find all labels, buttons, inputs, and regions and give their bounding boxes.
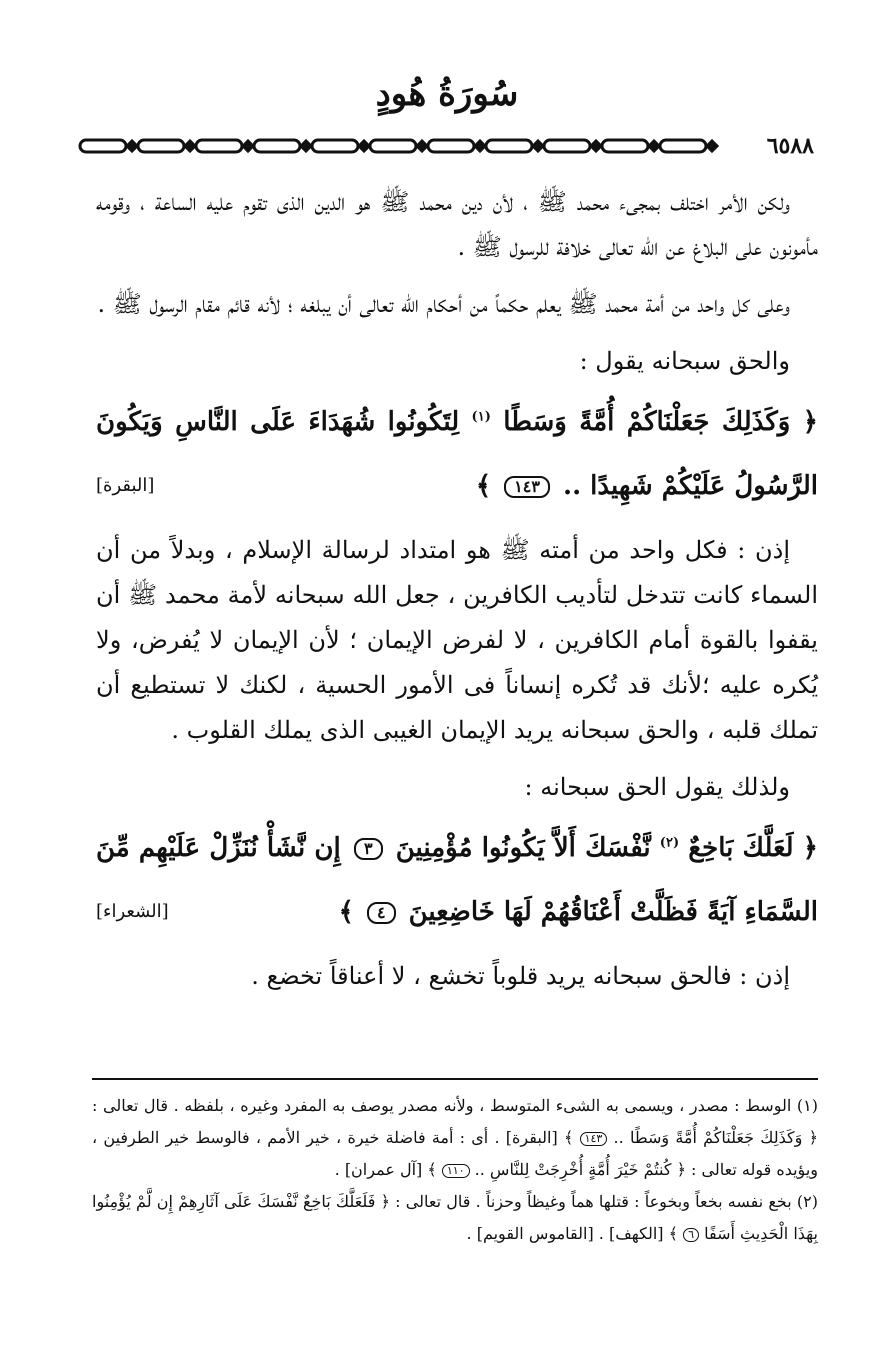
footnote-2: [92, 1186, 818, 1250]
chain-link: [370, 140, 416, 152]
verse-text: لِتَكُونُوا شُهَدَاءَ عَلَى النَّاسِ وَيَكُونَ الرَّسُولُ عَلَيْكُمْ شَهِيدًا ..: [96, 407, 818, 501]
chain-link: [312, 140, 358, 152]
footnote-marker: (١): [471, 409, 491, 425]
chain-diamond: [591, 141, 601, 151]
footnote-text: ﴾ [البقرة] . أى : أمة فاضلة خيرة ، خير الأمم ، فالوسط خير الطرفين ، ويؤيده قوله تعالى : ﴿ كُنتُمْ خَيْرَ أُمَّةٍ أُخْرِجَتْ لِلنَّاسِ ..: [92, 1128, 818, 1179]
verse-close-brace: ﴾: [475, 471, 492, 501]
verse-text: إِن نَّشَأْ نُنَزِّلْ عَلَيْهِم مِّنَ السَّمَاءِ آيَةً فَظَلَّتْ أَعْنَاقُهُمْ لَهَا خَاضِعِينَ: [96, 833, 818, 927]
main-text: [96, 180, 818, 1011]
surah-title: سُورَةُ هُودٍ: [375, 74, 519, 114]
surah-reference: [البقرة]: [96, 475, 155, 496]
chain-link: [80, 140, 126, 152]
footnote-text: (٢) بخع نفسه بخعاً وبخوعاً : قتلها هماً وغيظاً وحزناً . قال تعالى : ﴿ فَلَعَلَّكَ بَاخِعٌ نَّفْسَكَ عَلَى آثَارِهِمْ إِن لَّمْ يُؤْمِنُوا بِهَذَا الْحَدِيثِ أَسَفًا: [92, 1192, 818, 1243]
surah-reference: [الشعراء]: [96, 901, 169, 922]
chain-diamond: [707, 141, 717, 151]
ayah-number: ١٤٣: [580, 1132, 608, 1146]
chain-diamond: [649, 141, 659, 151]
chain-ornament: [76, 133, 820, 159]
verse-close-brace: ﴾: [338, 897, 354, 927]
footnote-divider: [92, 1078, 818, 1080]
chain-link: [660, 140, 706, 152]
footnote-text: ﴾ [الكهف] . [القاموس القويم] .: [466, 1224, 679, 1243]
ayah-number: ٤: [367, 902, 396, 924]
chain-link: [486, 140, 532, 152]
footnotes: [92, 1090, 818, 1250]
chain-diamond: [359, 141, 369, 151]
chain-diamond: [475, 141, 485, 151]
footnote-text: (١) الوسط : مصدر ، ويسمى به الشىء المتوسط ، ولأنه مصدر يوصف به المفرد وغيره ، بلفظه . قال تعالى : ﴿ وَكَذَلِكَ جَعَلْنَاكُمْ أُمَّةً وَسَطًا ..: [92, 1096, 818, 1147]
footnote-text: ﴾ [آل عمران] .: [334, 1160, 437, 1179]
page-number: ٦٥٨٨: [761, 133, 820, 159]
verse-text: نَّفْسَكَ أَلاَّ يَكُونُوا مُؤْمِنِينَ: [395, 833, 651, 863]
paragraph-3: والحق سبحانه يقول :: [579, 347, 790, 375]
chain-diamond: [185, 141, 195, 151]
paragraph-6: إذن : فالحق سبحانه يريد قلوباً تخشع ، لا أعناقاً تخضع .: [251, 962, 790, 990]
chain-diamond: [533, 141, 543, 151]
verse-text: لَعَلَّكَ بَاخِعٌ: [688, 833, 794, 863]
footnote-1: [92, 1090, 818, 1186]
footnote-marker: (٢): [659, 835, 680, 851]
ayah-number: ٣: [354, 838, 383, 860]
paragraph-1: ولكن الأمر اختلف بمجىء محمد ﷺ ، لأن دين محمد ﷺ هو الدين الذى تقوم عليه الساعة ، وقومه مأمونون على البلاغ عن الله تعالى خلافة للرسول ﷺ .: [96, 188, 818, 261]
chain-link: [254, 140, 300, 152]
verse-open-brace: ﴿: [802, 407, 818, 437]
ayah-number: ٦: [683, 1228, 699, 1242]
chain-link: [196, 140, 242, 152]
verse-open-brace: ﴿: [802, 833, 818, 863]
quran-verse-baqarah: [96, 390, 818, 518]
header-ornament-band: [76, 133, 820, 159]
chain-link: [602, 140, 648, 152]
paragraph-2: وعلى كل واحد من أمة محمد ﷺ يعلم حكماً من أحكام الله تعالى أن يبلغه ؛ لأنه قائم مقام الرسول ﷺ .: [97, 290, 790, 318]
quran-verse-shuara: [96, 816, 818, 944]
chain-diamond: [417, 141, 427, 151]
paragraph-4: إذن : فكل واحد من أمته ﷺ هو امتداد لرسالة الإسلام ، وبدلاً من أن السماء كانت تتدخل لتأديب الكافرين ، جعل الله سبحانه لأمة محمد ﷺ أن يقفوا بالقوة أمام الكافرين ، لا لفرض الإيمان ؛ لأن الإيمان لا يُفرض، ولا يُكره عليه ؛لأنك قد تُكره إنساناً فى الأمور الحسية ، لكنك لا تستطيع أن تملك قلبه ، والحق سبحانه يريد الإيمان الغيبى الذى يملك القلوب .: [96, 536, 818, 744]
ayah-number: ١٤٣: [504, 476, 550, 498]
chain-link: [138, 140, 184, 152]
chain-link: [428, 140, 474, 152]
ayah-number: ١١٠: [442, 1164, 470, 1178]
chain-diamond: [301, 141, 311, 151]
paragraph-5: ولذلك يقول الحق سبحانه :: [524, 773, 790, 801]
verse-text: وَكَذَلِكَ جَعَلْنَاكُمْ أُمَّةً وَسَطًا: [503, 407, 791, 437]
chain-diamond: [243, 141, 253, 151]
chain-link: [544, 140, 590, 152]
chain-diamond: [127, 141, 137, 151]
